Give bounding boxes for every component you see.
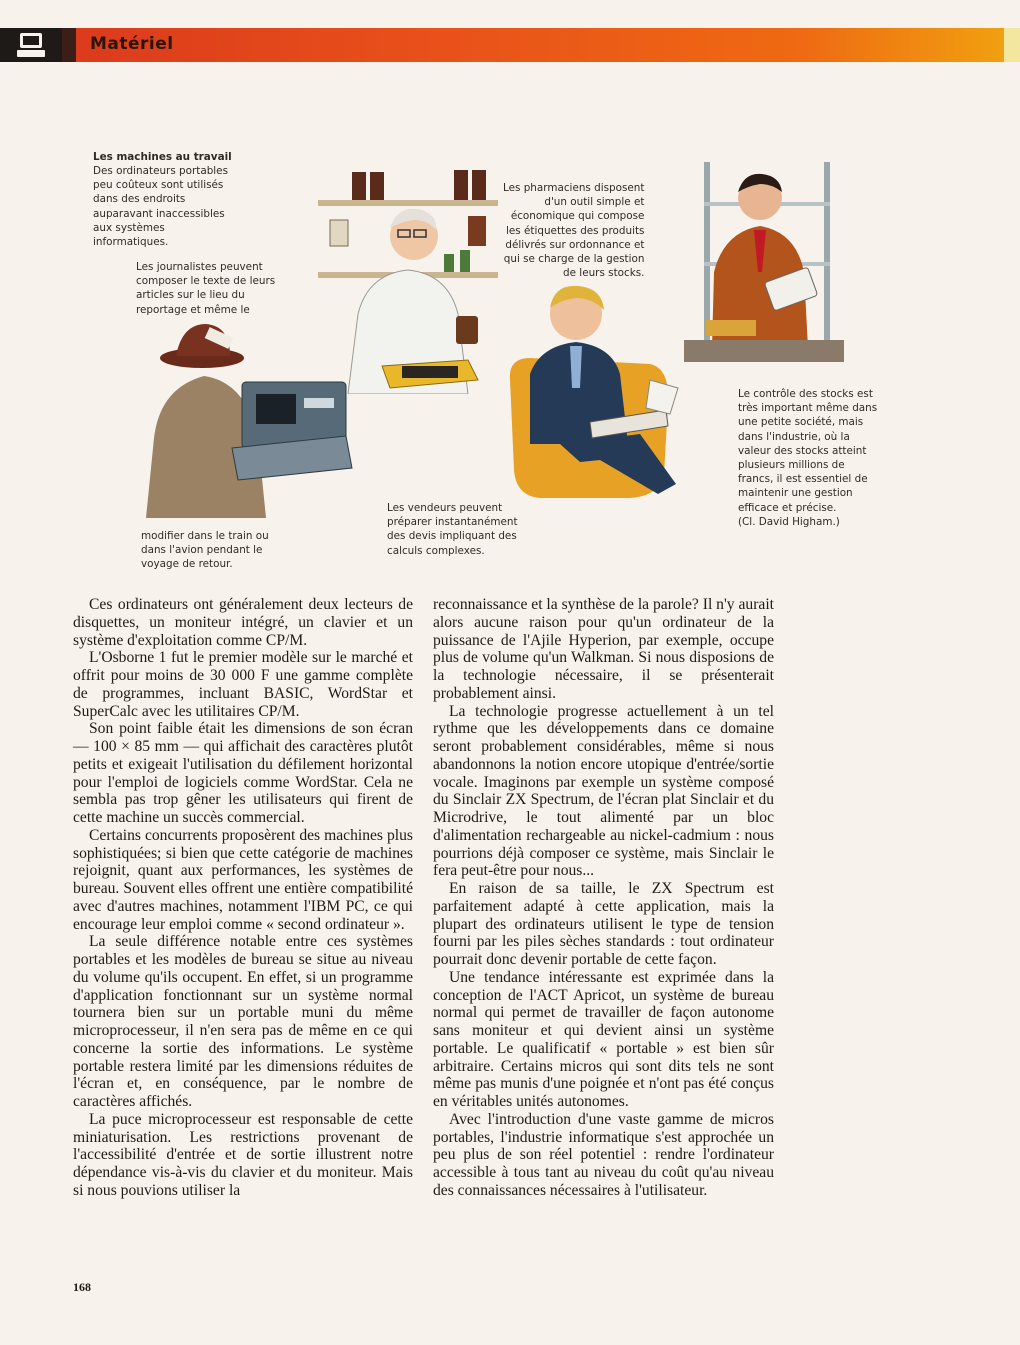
pharmacists-caption: Les pharmaciens disposent d'un outil simple et économique qui compose les étiquettes des produits délivrés sur ordonnance et qui se charge de la gestion de leurs stocks. xyxy=(503,182,645,280)
paragraph: Son point faible était les dimensions de son écran — 100 × 85 mm — qui affichait des caractères plutôt petits et exigeait l'utilisation du défilement horizontal pour l'emploi de logiciels comme WordStar. Cela ne sembla pas trop gêner les utilisateurs qui firent de cette machine un succès commercial. xyxy=(73,720,413,826)
section-title: Matériel xyxy=(90,34,174,54)
paragraph: reconnaissance et la synthèse de la parole? Il n'y aurait alors aucune raison pour qu'un ordinateur de la puissance de l'Ajile Hyperion, par exemple, occupe plus de volume qu'un Walkman. Si nous disposions de la technologie nécessaire, il se présenterait probablement ainsi. xyxy=(433,596,774,702)
salesmen-caption: Les vendeurs peuvent préparer instantanément des devis impliquant des calculs complexes. xyxy=(387,502,518,557)
journalists-caption-part2: modifier dans le train ou dans l'avion pendant le voyage de retour. xyxy=(141,530,269,571)
paragraph: La technologie progresse actuellement à un tel rythme que les développements dans ce domaine seront probablement considérables, même si nous abandonnons la notion encore utopique d'entrée/sortie vocale. Imaginons par exemple un système composé du Sinclair ZX Spectrum, de l'écran plat Sinclair et du Microdrive, le tout alimenté par un bloc d'alimentation rechargeable au nickel-cadmium : nous pourrions déjà composer ce système, mais Sinclair le fera peut-être pour nous... xyxy=(433,702,774,880)
header-separator xyxy=(62,28,76,62)
paragraph: En raison de sa taille, le ZX Spectrum est parfaitement adapté à cette application, mais la plupart des ordinateurs utilisent le type de tension fourni par les piles sèches standards : tout ordinateur pourrait donc devenir portable de cette façon. xyxy=(433,880,774,968)
journalist-illustration xyxy=(146,318,356,518)
body-column-right xyxy=(433,596,774,1200)
paragraph: Avec l'introduction d'une vaste gamme de micros portables, l'industrie informatique s'est approchée un peu plus de son réel potentiel : rendre l'ordinateur accessible à tous tant au niveau du coût qu'au niveau des connaissances nécessaires à l'utilisateur. xyxy=(433,1110,774,1199)
journalists-caption-part1: Les journalistes peuvent composer le texte de leurs articles sur le lieu du reportage et même le xyxy=(136,261,276,316)
paragraph: Certains concurrents proposèrent des machines plus sophistiquées; si bien que cette catégorie de machines rejoignit, quant aux performances, les systèmes de bureau. Souvent elles offrent une entière compatibilité avec d'autres machines, notamment l'IBM PC, ce qui encourage leur emploi comme « second ordinateur ». xyxy=(73,826,413,933)
intro-caption-text: Des ordinateurs portables peu coûteux sont utilisés dans des endroits auparavant inaccessibles aux systèmes informatiques. xyxy=(93,165,228,249)
paragraph: La seule différence notable entre ces systèmes portables et les modèles de bureau se situe au niveau du volume qu'ils occupent. En effet, si un programme d'application fonctionnant sur un système normal tournera bien sur un portable muni du même microprocesseur, il n'en sera pas de même en ce qui concerne la sortie des informations. Le système portable restera limité par les dimensions réduites de l'écran et, en conséquence, par le nombre de caractères affichés. xyxy=(73,933,413,1110)
body-column-left xyxy=(73,596,413,1200)
section-icon-box xyxy=(0,28,62,62)
stock-caption: Le contrôle des stocks est très important même dans une petite société, mais dans l'industrie, où la valeur des stocks atteint plusieurs millions de francs, il est essentiel de maintenir une gestion efficace et précise. (Cl. David Higham.) xyxy=(738,388,878,528)
computer-icon xyxy=(16,32,46,58)
page-number: 168 xyxy=(73,1280,91,1294)
stock-manager-illustration xyxy=(684,162,844,362)
paragraph: L'Osborne 1 fut le premier modèle sur le marché et offrit pour moins de 30 000 F une gamme complète de programmes, incluant BASIC, WordStar et SuperCalc avec les utilitaires CP/M. xyxy=(73,649,413,720)
header-endcap xyxy=(1004,28,1020,62)
paragraph: Ces ordinateurs ont généralement deux lecteurs de disquettes, un moniteur intégré, un clavier et un système d'exploitation comme CP/M. xyxy=(73,596,413,649)
intro-caption-title: Les machines au travail xyxy=(93,151,232,163)
salesman-illustration xyxy=(500,284,680,520)
paragraph: La puce microprocesseur est responsable de cette miniaturisation. Les restrictions provenant de l'accessibilité d'entrée et de sortie illustrent notre dépendance vis-à-vis du clavier et du moniteur. Mais si nous pouvions utiliser la xyxy=(73,1110,413,1199)
paragraph: Une tendance intéressante est exprimée dans la conception de l'ACT Apricot, un système de bureau normal qui permet de travailler de façon autonome sans moniteur et qui devient ainsi un système portable. Le qualificatif « portable » est bien sûr arbitraire. Certains micros qui sont dits tels ne sont même pas munis d'une poignée et n'ont pas été conçus en véritables unités autonomes. xyxy=(433,968,774,1110)
